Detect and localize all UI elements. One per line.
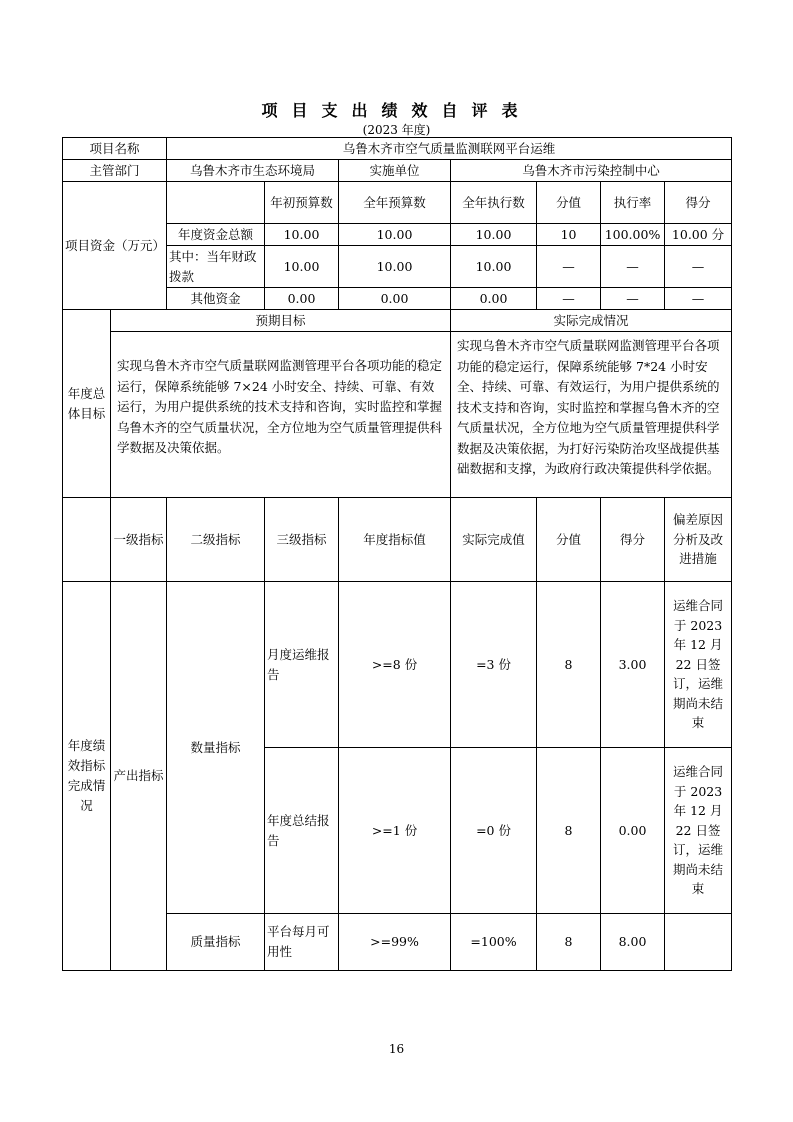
indicator-row bbox=[63, 582, 732, 748]
page-title: 项目支出绩效自评表 bbox=[261, 101, 532, 120]
funds-cell: 10.00 分 bbox=[665, 224, 732, 246]
funds-label: 项目资金（万元） bbox=[63, 182, 167, 310]
indicator-score-max: 8 bbox=[537, 748, 601, 914]
indicator-deviation bbox=[665, 914, 732, 971]
funds-cell: 0.00 bbox=[265, 288, 339, 310]
indicator-header: 偏差原因分析及改进措施 bbox=[665, 498, 732, 582]
indicator-l3: 年度总结报告 bbox=[265, 748, 339, 914]
unit-label: 实施单位 bbox=[339, 160, 451, 182]
expected-goal-label: 预期目标 bbox=[111, 310, 451, 332]
indicator-header: 二级指标 bbox=[167, 498, 265, 582]
indicator-l3: 平台每月可用性 bbox=[265, 914, 339, 971]
quantity-indicator: 数量指标 bbox=[167, 582, 265, 914]
indicator-deviation: 运维合同于 2023 年 12 月 22 日签订，运维期尚未结束 bbox=[665, 748, 732, 914]
indicator-header: 三级指标 bbox=[265, 498, 339, 582]
funds-header: 得分 bbox=[665, 182, 732, 224]
funds-header: 执行率 bbox=[601, 182, 665, 224]
funds-cell: 0.00 bbox=[451, 288, 537, 310]
funds-row-label: 年度资金总额 bbox=[167, 224, 265, 246]
indicator-header-blank bbox=[63, 498, 111, 582]
indicator-target: >=1 份 bbox=[339, 748, 451, 914]
expected-goal-text: 实现乌鲁木齐市空气质量联网监测管理平台各项功能的稳定运行，保障系统能够 7×24 小时安全、持续、可靠、有效运行，为用户提供系统的技术支持和咨询，实时监控和掌握乌鲁木齐的空气质量状况，全方位地为空气质量管理提供科学数据及决策依据。 bbox=[111, 332, 451, 498]
indicator-score: 3.00 bbox=[601, 582, 665, 748]
indicator-target: >=8 份 bbox=[339, 582, 451, 748]
dept-value: 乌鲁木齐市生态环境局 bbox=[167, 160, 339, 182]
funds-cell: — bbox=[665, 246, 732, 288]
quality-indicator: 质量指标 bbox=[167, 914, 265, 971]
actual-result-text: 实现乌鲁木齐市空气质量联网监测管理平台各项功能的稳定运行，保障系统能够 7*24 小时安全、持续、可靠、有效运行，为用户提供系统的技术支持和咨询，实时监控和掌握乌鲁木齐的空气质量状况，全方位地为空气质量管理提供科学数据及决策依据，为打好污染防治攻坚战提供基础数据和支撑，为政府行政决策提供科学依据。 bbox=[451, 332, 732, 498]
report-year: (2023 年度) bbox=[362, 123, 431, 137]
level1-indicator: 产出指标 bbox=[111, 582, 167, 971]
indicator-header: 分值 bbox=[537, 498, 601, 582]
funds-cell: 10.00 bbox=[339, 224, 451, 246]
funds-cell: 10.00 bbox=[339, 246, 451, 288]
funds-cell: — bbox=[601, 246, 665, 288]
indicator-actual: =100% bbox=[451, 914, 537, 971]
indicator-target: >=99% bbox=[339, 914, 451, 971]
funds-header: 分值 bbox=[537, 182, 601, 224]
indicator-deviation: 运维合同于 2023 年 12 月 22 日签订，运维期尚未结束 bbox=[665, 582, 732, 748]
funds-cell: 0.00 bbox=[339, 288, 451, 310]
funds-cell: — bbox=[537, 246, 601, 288]
actual-result-label: 实际完成情况 bbox=[451, 310, 732, 332]
indicator-header: 一级指标 bbox=[111, 498, 167, 582]
funds-header: 全年预算数 bbox=[339, 182, 451, 224]
project-name-label: 项目名称 bbox=[63, 138, 167, 160]
funds-cell: 10.00 bbox=[451, 246, 537, 288]
funds-row-label: 其他资金 bbox=[167, 288, 265, 310]
indicator-header: 得分 bbox=[601, 498, 665, 582]
indicator-actual: =0 份 bbox=[451, 748, 537, 914]
indicator-score-max: 8 bbox=[537, 582, 601, 748]
funds-cell: 10.00 bbox=[265, 224, 339, 246]
indicator-header: 年度指标值 bbox=[339, 498, 451, 582]
funds-cell: — bbox=[601, 288, 665, 310]
project-name: 乌鲁木齐市空气质量监测联网平台运维 bbox=[167, 138, 732, 160]
funds-cell: 10.00 bbox=[451, 224, 537, 246]
indicators-label: 年度绩效指标完成情况 bbox=[63, 582, 111, 971]
indicator-l3: 月度运维报告 bbox=[265, 582, 339, 748]
indicator-actual: =3 份 bbox=[451, 582, 537, 748]
funds-cell: 10.00 bbox=[265, 246, 339, 288]
goals-label: 年度总体目标 bbox=[63, 310, 111, 498]
dept-label: 主管部门 bbox=[63, 160, 167, 182]
funds-cell: 100.00% bbox=[601, 224, 665, 246]
indicator-score: 0.00 bbox=[601, 748, 665, 914]
unit-value: 乌鲁木齐市污染控制中心 bbox=[451, 160, 732, 182]
indicator-score-max: 8 bbox=[537, 914, 601, 971]
funds-header: 年初预算数 bbox=[265, 182, 339, 224]
funds-header: 全年执行数 bbox=[451, 182, 537, 224]
indicator-score: 8.00 bbox=[601, 914, 665, 971]
funds-cell: — bbox=[537, 288, 601, 310]
funds-row-label: 其中：当年财政拨款 bbox=[167, 246, 265, 288]
funds-cell: 10 bbox=[537, 224, 601, 246]
indicator-header: 实际完成值 bbox=[451, 498, 537, 582]
funds-header-blank bbox=[167, 182, 265, 224]
funds-cell: — bbox=[665, 288, 732, 310]
evaluation-table bbox=[62, 137, 732, 971]
page-number: 16 bbox=[388, 1042, 405, 1056]
